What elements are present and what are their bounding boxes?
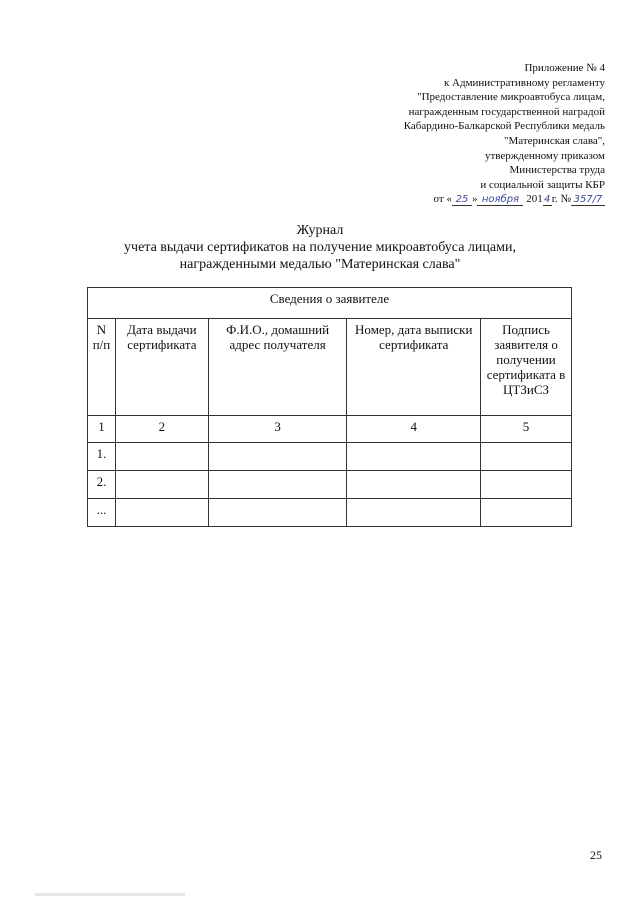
empty-cell [481,443,572,471]
table-row [88,499,572,527]
empty-cell [481,471,572,499]
title-line-1: Журнал [296,223,344,238]
journal-title [0,222,640,273]
group-header-cell: Сведения о заявителе [88,288,572,319]
empty-cell [481,499,572,527]
empty-cell [347,443,481,471]
column-header: Номер, дата выписки сертификата [347,319,481,416]
row-number-cell: 2. [88,471,116,499]
table-row [88,443,572,471]
table-group-header-row [88,288,572,319]
column-number: 1 [88,416,116,443]
handwritten-year-digit: 4 [544,194,551,206]
empty-cell [208,443,347,471]
appendix-line: и социальной защиты КБР [480,178,605,191]
column-number: 5 [481,416,572,443]
empty-cell [115,499,208,527]
title-line-3: награжденными медалью "Материнская слава" [179,257,461,272]
appendix-line: Приложение № 4 [524,62,605,74]
handwritten-order-number: 357/7 [571,194,605,206]
appendix-line: к Административному регламенту [443,76,605,89]
column-number: 4 [347,416,481,443]
row-number-cell: 1. [88,443,116,471]
column-header: Дата выдачи сертификата [115,319,208,416]
empty-cell [115,443,208,471]
empty-cell [208,471,347,499]
date-mid: » [471,193,478,206]
column-header: Ф.И.О., домашний адрес получателя [208,319,347,416]
column-header: Подпись заявителя о получении сертификата в ЦТЗиСЗ [481,319,572,416]
page-number: 25 [590,848,602,862]
table-row [88,471,572,499]
appendix-line: "Предоставление микроавтобуса лицам, [417,91,605,104]
empty-cell [208,499,347,527]
column-number: 2 [115,416,208,443]
scan-artifact [35,893,185,896]
empty-cell [115,471,208,499]
table-column-header-row [88,319,572,416]
row-number-cell: ... [88,499,116,527]
column-header: N п/п [88,319,116,416]
year-suffix: г. № [551,193,571,206]
handwritten-day: 25 [452,194,472,206]
handwritten-month: ноября [477,194,523,206]
empty-cell [347,499,481,527]
journal-table [87,287,572,527]
appendix-line: утвержденному приказом [484,149,605,162]
empty-cell [347,471,481,499]
table-column-number-row [88,416,572,443]
title-line-2: учета выдачи сертификатов на получение микроавтобуса лицами, [124,240,516,255]
appendix-line: награжденным государственной наградой [408,105,605,118]
appendix-header [404,61,605,207]
year-prefix: 201 [523,193,543,206]
column-number: 3 [208,416,347,443]
appendix-line: Министерства труда [509,164,605,177]
date-prefix: от « [433,193,452,206]
order-date-line [404,192,605,207]
appendix-line: "Материнская слава", [503,134,605,147]
appendix-line: Кабардино-Балкарской Республики медаль [403,120,605,133]
